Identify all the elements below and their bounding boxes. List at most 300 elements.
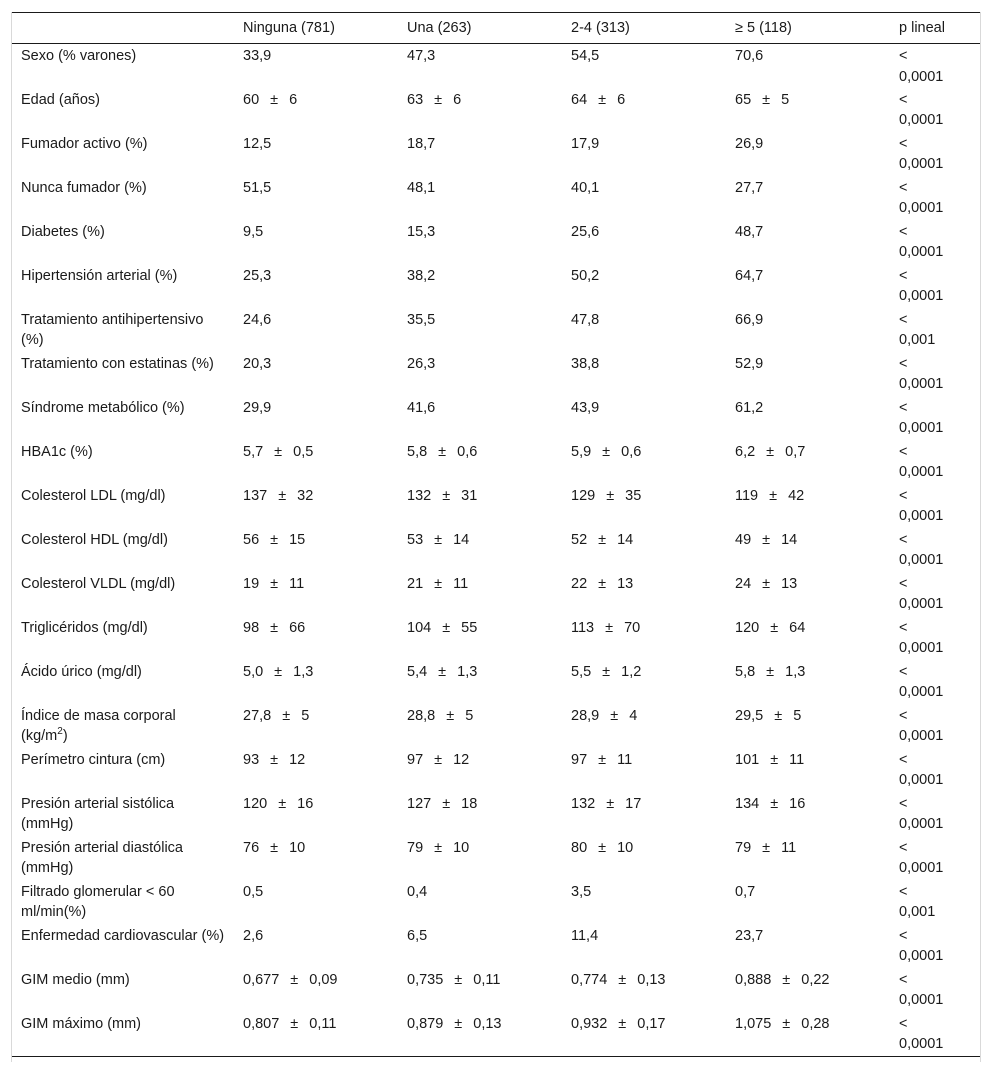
cell-sd: 18 — [461, 795, 478, 812]
plus-minus-symbol: ± — [442, 619, 451, 636]
value-cell — [726, 968, 890, 1012]
value-cell — [398, 924, 562, 968]
cell-sd: 12 — [289, 751, 306, 768]
cell-sd: 0,11 — [473, 971, 501, 988]
value-cell — [562, 1012, 726, 1057]
plus-minus-symbol: ± — [762, 839, 771, 856]
plus-minus-symbol: ± — [270, 839, 279, 856]
value-cell — [726, 308, 890, 352]
cell-sd: 5 — [793, 707, 802, 724]
cell-value: 137 — [243, 487, 268, 504]
data-table-container — [12, 12, 980, 1057]
table-row — [12, 880, 980, 924]
value-cell — [726, 220, 890, 264]
cell-value: 120 — [243, 795, 268, 812]
cell-value: 25,6 — [571, 223, 600, 240]
plus-minus-symbol: ± — [618, 971, 627, 988]
p-value-number: 0,001 — [899, 332, 936, 348]
p-value-cell — [890, 880, 980, 924]
row-label — [12, 132, 234, 176]
cell-value: 79 — [407, 839, 424, 856]
row-label — [12, 660, 234, 704]
row-label — [12, 352, 234, 396]
cell-sd: 66 — [289, 619, 306, 636]
cell-value: 29,9 — [243, 399, 272, 416]
row-label — [12, 836, 234, 880]
value-cell — [562, 176, 726, 220]
row-label — [12, 264, 234, 308]
cell-sd: 6 — [289, 91, 298, 108]
p-value-cell — [890, 176, 980, 220]
cell-value: 0,879 — [407, 1015, 444, 1032]
p-value-cell — [890, 308, 980, 352]
p-value-operator: < — [899, 443, 908, 460]
cell-value: 24 — [735, 575, 752, 592]
value-cell — [398, 616, 562, 660]
row-label — [12, 484, 234, 528]
table-row — [12, 308, 980, 352]
cell-value: 3,5 — [571, 883, 592, 900]
plus-minus-symbol: ± — [770, 751, 779, 768]
cell-sd: 0,22 — [801, 971, 830, 988]
table-row — [12, 572, 980, 616]
cell-value: 119 — [735, 487, 759, 504]
plus-minus-symbol: ± — [434, 91, 443, 108]
cell-sd: 6 — [617, 91, 626, 108]
cell-sd: 14 — [617, 531, 634, 548]
cell-value: 70,6 — [735, 48, 764, 64]
cell-sd: 5 — [301, 707, 310, 724]
value-cell — [234, 836, 398, 880]
value-cell — [234, 44, 398, 88]
value-cell — [398, 880, 562, 924]
plus-minus-symbol: ± — [434, 839, 443, 856]
cell-sd: 0,28 — [801, 1015, 830, 1032]
p-value-cell — [890, 440, 980, 484]
row-label-text: Filtrado glomerular < 60 ml/min(%) — [21, 883, 175, 920]
p-value-number: 0,0001 — [899, 640, 944, 656]
p-value-cell — [890, 44, 980, 88]
value-cell — [398, 484, 562, 528]
plus-minus-symbol: ± — [598, 91, 607, 108]
row-label — [12, 616, 234, 660]
p-value-number: 0,0001 — [899, 244, 944, 260]
row-label-text: Tratamiento antihipertensivo (%) — [21, 311, 204, 348]
cell-value: 23,7 — [735, 927, 764, 944]
value-cell — [234, 176, 398, 220]
value-cell — [562, 264, 726, 308]
cell-sd: 10 — [453, 839, 470, 856]
cell-value: 5,7 — [243, 443, 264, 460]
plus-minus-symbol: ± — [598, 751, 607, 768]
cell-sd: 11 — [789, 751, 805, 768]
value-cell — [234, 660, 398, 704]
plus-minus-symbol: ± — [605, 619, 614, 636]
p-value-cell — [890, 352, 980, 396]
plus-minus-symbol: ± — [774, 707, 783, 724]
table-row — [12, 792, 980, 836]
cell-value: 65 — [735, 91, 752, 108]
p-value-cell — [890, 704, 980, 748]
cell-value: 104 — [407, 619, 432, 636]
cell-value: 113 — [571, 619, 595, 636]
plus-minus-symbol: ± — [270, 531, 279, 548]
value-cell — [726, 396, 890, 440]
cell-value: 48,7 — [735, 223, 764, 240]
cell-value: 47,3 — [407, 48, 436, 64]
p-value-cell — [890, 528, 980, 572]
cell-sd: 1,3 — [785, 663, 806, 680]
table-row — [12, 660, 980, 704]
value-cell — [726, 704, 890, 748]
cell-value: 33,9 — [243, 48, 272, 64]
cell-sd: 0,7 — [785, 443, 806, 460]
cell-value: 5,5 — [571, 663, 592, 680]
value-cell — [234, 616, 398, 660]
value-cell — [398, 748, 562, 792]
cell-sd: 64 — [789, 619, 806, 636]
cell-value: 52,9 — [735, 355, 764, 372]
p-value-cell — [890, 484, 980, 528]
cell-value: 54,5 — [571, 48, 600, 64]
cell-sd: 70 — [624, 619, 641, 636]
row-label-text: Presión arterial diastólica (mmHg) — [21, 839, 183, 876]
cell-sd: 0,17 — [637, 1015, 666, 1032]
cell-sd: 17 — [625, 795, 642, 812]
p-value-number: 0,0001 — [899, 772, 944, 788]
cell-sd: 0,6 — [621, 443, 642, 460]
value-cell — [562, 396, 726, 440]
plus-minus-symbol: ± — [606, 795, 615, 812]
value-cell — [234, 132, 398, 176]
value-cell — [726, 880, 890, 924]
value-cell — [726, 528, 890, 572]
value-cell — [234, 704, 398, 748]
row-label — [12, 968, 234, 1012]
table-row — [12, 1012, 980, 1057]
header-cell-variable — [12, 13, 234, 44]
cell-value: 56 — [243, 531, 260, 548]
row-label-text: Enfermedad cardiovascular (%) — [21, 927, 225, 944]
value-cell — [562, 748, 726, 792]
p-value-cell — [890, 836, 980, 880]
row-label — [12, 396, 234, 440]
cell-value: 51,5 — [243, 179, 272, 196]
cell-value: 53 — [407, 531, 424, 548]
row-label — [12, 792, 234, 836]
value-cell — [234, 924, 398, 968]
value-cell — [234, 88, 398, 132]
p-value-cell — [890, 396, 980, 440]
value-cell — [726, 836, 890, 880]
plus-minus-symbol: ± — [434, 575, 443, 592]
table-row — [12, 616, 980, 660]
p-value-number: 0,0001 — [899, 596, 944, 612]
table-row — [12, 484, 980, 528]
value-cell — [726, 1012, 890, 1057]
value-cell — [398, 792, 562, 836]
p-value-number: 0,0001 — [899, 508, 944, 524]
value-cell — [234, 572, 398, 616]
cell-value: 60 — [243, 91, 260, 108]
p-value-operator: < — [899, 795, 908, 812]
row-label — [12, 88, 234, 132]
cell-sd: 1,3 — [457, 663, 478, 680]
p-value-operator: < — [899, 707, 908, 724]
table-right-rule — [980, 12, 981, 1062]
plus-minus-symbol: ± — [274, 443, 283, 460]
cell-value: 66,9 — [735, 311, 764, 328]
plus-minus-symbol: ± — [766, 443, 775, 460]
row-label-text: Colesterol VLDL (mg/dl) — [21, 575, 176, 592]
row-label-text: Fumador activo (%) — [21, 135, 148, 152]
p-value-operator: < — [899, 927, 908, 944]
row-label-text: Sexo (% varones) — [21, 48, 137, 64]
cell-value: 0,735 — [407, 971, 444, 988]
cell-sd: 4 — [629, 707, 638, 724]
row-label-text: GIM medio (mm) — [21, 971, 130, 988]
p-value-cell — [890, 1012, 980, 1057]
cell-value: 28,8 — [407, 707, 436, 724]
p-value-number: 0,0001 — [899, 288, 944, 304]
cell-value: 0,932 — [571, 1015, 608, 1032]
plus-minus-symbol: ± — [766, 663, 775, 680]
p-value-cell — [890, 264, 980, 308]
row-label — [12, 880, 234, 924]
value-cell — [726, 176, 890, 220]
cell-value: 20,3 — [243, 355, 272, 372]
value-cell — [398, 88, 562, 132]
plus-minus-symbol: ± — [442, 487, 451, 504]
p-value-cell — [890, 132, 980, 176]
plus-minus-symbol: ± — [770, 619, 779, 636]
row-label-text: HBA1c (%) — [21, 443, 93, 460]
cell-sd: 11 — [617, 751, 633, 768]
value-cell — [726, 616, 890, 660]
row-label-superscript: 2 — [57, 726, 63, 738]
cell-sd: 11 — [781, 839, 797, 856]
value-cell — [726, 44, 890, 88]
cell-sd: 1,2 — [621, 663, 642, 680]
row-label-text: Índice de masa corporal (kg/m — [21, 707, 176, 744]
p-value-cell — [890, 88, 980, 132]
value-cell — [562, 220, 726, 264]
p-value-operator: < — [899, 267, 908, 284]
value-cell — [234, 308, 398, 352]
cell-value: 127 — [407, 795, 432, 812]
cell-value: 0,7 — [735, 883, 756, 900]
row-label — [12, 176, 234, 220]
cell-value: 21 — [407, 575, 424, 592]
cell-value: 5,8 — [735, 663, 756, 680]
cell-value: 134 — [735, 795, 760, 812]
p-value-number: 0,0001 — [899, 948, 944, 964]
plus-minus-symbol: ± — [278, 487, 287, 504]
cell-sd: 10 — [617, 839, 634, 856]
value-cell — [234, 484, 398, 528]
value-cell — [562, 616, 726, 660]
table-row — [12, 220, 980, 264]
p-value-number: 0,0001 — [899, 552, 944, 568]
cell-value: 64 — [571, 91, 588, 108]
cell-value: 61,2 — [735, 399, 764, 416]
table-row — [12, 264, 980, 308]
table-header — [12, 13, 980, 44]
value-cell — [398, 1012, 562, 1057]
table-row — [12, 44, 980, 88]
cell-value: 0,4 — [407, 883, 428, 900]
cell-sd: 0,09 — [309, 971, 338, 988]
value-cell — [726, 484, 890, 528]
plus-minus-symbol: ± — [274, 663, 283, 680]
value-cell — [726, 264, 890, 308]
cell-value: 17,9 — [571, 135, 600, 152]
table-row — [12, 352, 980, 396]
value-cell — [398, 352, 562, 396]
p-value-operator: < — [899, 135, 908, 152]
value-cell — [398, 396, 562, 440]
value-cell — [234, 264, 398, 308]
header-cell-una: Una (263) — [398, 13, 562, 44]
value-cell — [398, 264, 562, 308]
row-label-text: Colesterol LDL (mg/dl) — [21, 487, 166, 504]
value-cell — [234, 748, 398, 792]
p-value-operator: < — [899, 91, 908, 108]
p-value-operator: < — [899, 619, 908, 636]
cell-value: 132 — [571, 795, 596, 812]
cell-value: 19 — [243, 575, 260, 592]
table-row — [12, 704, 980, 748]
plus-minus-symbol: ± — [762, 91, 771, 108]
p-value-cell — [890, 792, 980, 836]
cell-value: 22 — [571, 575, 588, 592]
plus-minus-symbol: ± — [278, 795, 287, 812]
p-value-operator: < — [899, 179, 908, 196]
cell-value: 27,8 — [243, 707, 272, 724]
plus-minus-symbol: ± — [618, 1015, 627, 1032]
plus-minus-symbol: ± — [762, 531, 771, 548]
p-value-operator: < — [899, 751, 908, 768]
cell-sd: 15 — [289, 531, 306, 548]
row-label-text: Triglicéridos (mg/dl) — [21, 619, 148, 636]
row-label — [12, 748, 234, 792]
cell-value: 40,1 — [571, 179, 600, 196]
p-value-number: 0,0001 — [899, 1036, 944, 1052]
value-cell — [398, 660, 562, 704]
value-cell — [234, 792, 398, 836]
plus-minus-symbol: ± — [438, 663, 447, 680]
plus-minus-symbol: ± — [434, 531, 443, 548]
plus-minus-symbol: ± — [290, 1015, 299, 1032]
cell-sd: 5 — [781, 91, 790, 108]
value-cell — [726, 792, 890, 836]
cell-value: 9,5 — [243, 223, 264, 240]
cell-value: 28,9 — [571, 707, 600, 724]
plus-minus-symbol: ± — [769, 487, 778, 504]
p-value-operator: < — [899, 531, 908, 548]
cell-value: 64,7 — [735, 267, 764, 284]
plus-minus-symbol: ± — [270, 619, 279, 636]
table-row — [12, 528, 980, 572]
row-label — [12, 704, 234, 748]
cell-value: 26,3 — [407, 355, 436, 372]
cell-value: 50,2 — [571, 267, 600, 284]
value-cell — [562, 440, 726, 484]
plus-minus-symbol: ± — [602, 663, 611, 680]
cell-sd: 14 — [453, 531, 470, 548]
cell-value: 101 — [735, 751, 760, 768]
cell-sd: 12 — [453, 751, 470, 768]
plus-minus-symbol: ± — [782, 971, 791, 988]
p-value-number: 0,0001 — [899, 68, 944, 85]
p-value-operator: < — [899, 1015, 908, 1032]
cell-value: 0,888 — [735, 971, 772, 988]
cell-sd: 0,13 — [637, 971, 666, 988]
row-label-text: Hipertensión arterial (%) — [21, 267, 178, 284]
value-cell — [398, 308, 562, 352]
cell-value: 5,0 — [243, 663, 264, 680]
p-value-operator: < — [899, 663, 908, 680]
plus-minus-symbol: ± — [282, 707, 291, 724]
value-cell — [562, 704, 726, 748]
cell-value: 97 — [407, 751, 424, 768]
header-cell-5-plus: ≥ 5 (118) — [726, 13, 890, 44]
p-value-operator: < — [899, 223, 908, 240]
cell-value: 97 — [571, 751, 588, 768]
table-row — [12, 132, 980, 176]
cell-value: 35,5 — [407, 311, 436, 328]
cell-sd: 13 — [781, 575, 798, 592]
row-label-text: Presión arterial sistólica (mmHg) — [21, 795, 175, 832]
cell-value: 6,2 — [735, 443, 756, 460]
value-cell — [562, 660, 726, 704]
value-cell — [726, 440, 890, 484]
value-cell — [562, 44, 726, 88]
value-cell — [234, 528, 398, 572]
value-cell — [726, 572, 890, 616]
plus-minus-symbol: ± — [606, 487, 615, 504]
cell-sd: 11 — [289, 575, 305, 592]
plus-minus-symbol: ± — [454, 971, 463, 988]
p-value-number: 0,0001 — [899, 684, 944, 700]
p-value-cell — [890, 572, 980, 616]
cell-value: 129 — [571, 487, 596, 504]
p-value-operator: < — [899, 575, 908, 592]
p-value-cell — [890, 968, 980, 1012]
plus-minus-symbol: ± — [762, 575, 771, 592]
plus-minus-symbol: ± — [782, 1015, 791, 1032]
cell-sd: 13 — [617, 575, 634, 592]
header-cell-2-4: 2-4 (313) — [562, 13, 726, 44]
cell-value: 29,5 — [735, 707, 764, 724]
p-value-number: 0,0001 — [899, 156, 944, 172]
cell-sd: 16 — [297, 795, 314, 812]
cell-sd: 16 — [789, 795, 806, 812]
row-label — [12, 440, 234, 484]
cell-value: 1,075 — [735, 1015, 772, 1032]
value-cell — [234, 352, 398, 396]
cell-sd: 0,13 — [473, 1015, 502, 1032]
cell-value: 0,5 — [243, 883, 264, 900]
row-label — [12, 1012, 234, 1057]
value-cell — [562, 352, 726, 396]
table-row — [12, 968, 980, 1012]
cell-value: 0,677 — [243, 971, 280, 988]
cell-sd: 6 — [453, 91, 462, 108]
value-cell — [398, 176, 562, 220]
plus-minus-symbol: ± — [270, 751, 279, 768]
plus-minus-symbol: ± — [270, 575, 279, 592]
